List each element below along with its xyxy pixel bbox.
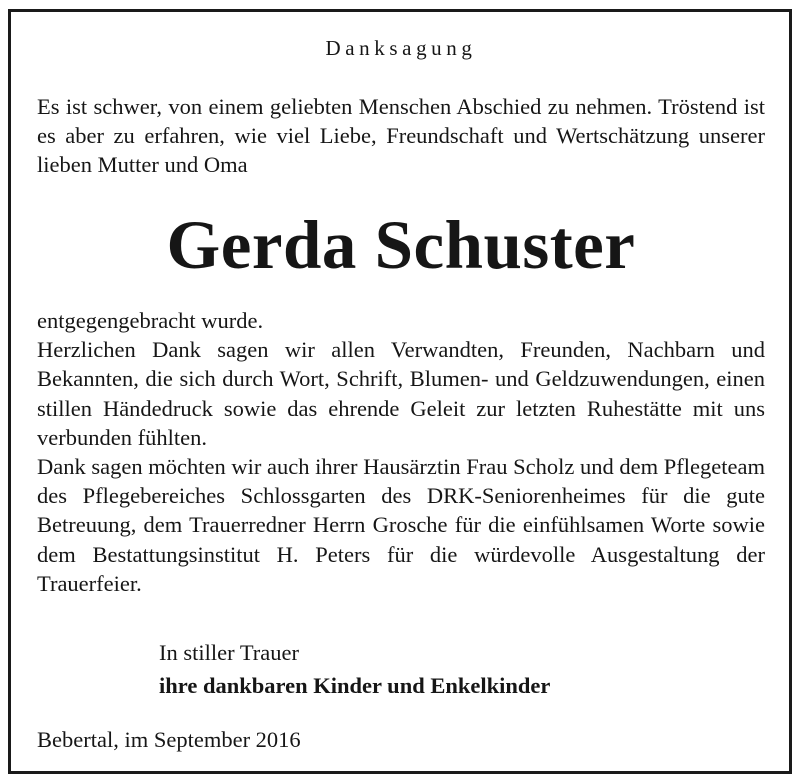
paragraph-thanks-relatives: Herzlichen Dank sagen wir allen Verwandten, Freunden, Nachbarn und Bekannten, die sich durch Wort, Schrift, Blumen- und Geldzuwendungen, einen stillen Händedruck sowie das ehrende Geleit zur letzten Ruhestätte mit uns verbunden fühlten. <box>37 337 765 450</box>
paragraph-continuation: entgegengebracht wurde. <box>37 308 264 333</box>
paragraph-thanks-care: Dank sagen möchten wir auch ihrer Hausärztin Frau Scholz und dem Pflegeteam des Pflegebereiches Schlossgarten des DRK-Seniorenheimes für die gute Betreuung, dem Trauerredner Herrn Grosche für die einfühlsamen Worte sowie dem Bestattungsinstitut H. Peters für die würdevolle Ausgestaltung der Trauerfeier. <box>37 454 765 596</box>
place-date: Bebertal, im September 2016 <box>37 727 301 752</box>
intro-text: Es ist schwer, von einem geliebten Menschen Abschied zu nehmen. Tröstend ist es aber zu erfahren, wie viel Liebe, Freundschaft und Wertschätzung unserer lieben Mutter und Oma <box>37 94 765 177</box>
notice-heading: Danksagung <box>325 36 477 60</box>
mourning-phrase: In stiller Trauer <box>159 640 299 665</box>
mourning-block <box>159 636 550 702</box>
thanks-body <box>37 306 765 598</box>
notice-frame <box>8 9 792 774</box>
signers: ihre dankbaren Kinder und Enkelkinder <box>159 673 551 698</box>
deceased-name: Gerda Schuster <box>166 207 636 283</box>
